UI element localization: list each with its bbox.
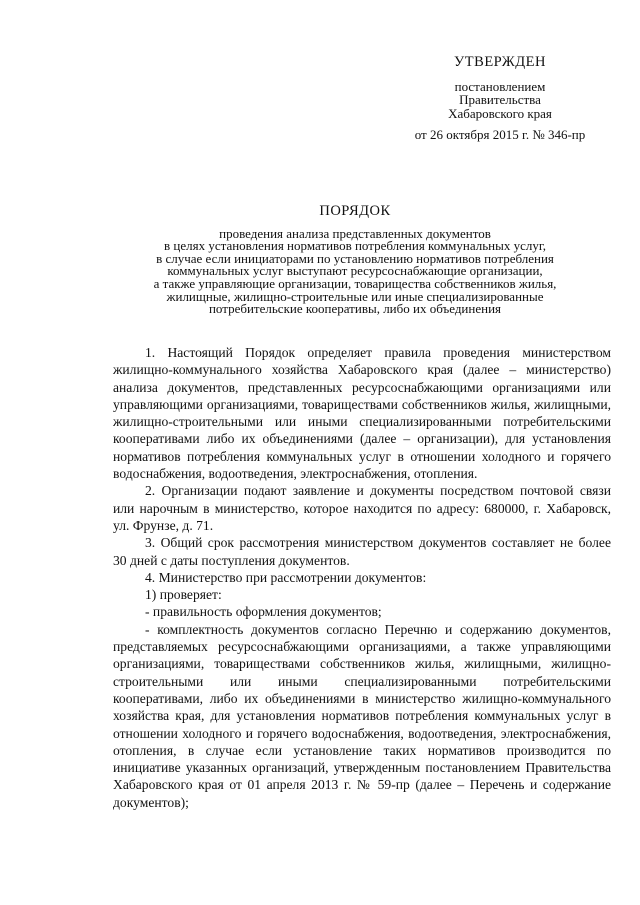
document-body xyxy=(113,344,611,811)
approved-heading: УТВЕРЖДЕН xyxy=(454,54,546,70)
approval-date: от 26 октября 2015 г. № 346-пр xyxy=(414,127,586,142)
title-line: коммунальных услуг выступают ресурсоснабжающие организации, xyxy=(167,263,543,279)
title-line: потребительские кооперативы, либо их объединения xyxy=(208,301,502,317)
title-line: проведения анализа представленных документов xyxy=(219,225,491,241)
approval-line: постановлением xyxy=(454,78,546,94)
title-line: в случае если инициаторами по установлению нормативов потребления xyxy=(156,250,554,266)
title-line: а также управляющие организации, товарищества собственников жилья, xyxy=(153,275,557,291)
paragraph-4: 4. Министерство при рассмотрении документов: xyxy=(145,569,427,585)
title-line: в целях установления нормативов потребления коммунальных услуг, xyxy=(164,238,546,254)
paragraph-1: 1. Настоящий Порядок определяет правила проведения министерством жилищно-коммунального хозяйства Хабаровского края (далее – министерство) анализа документов, представленных ресурсоснабжающими организациями или управляющими организациями, товариществами собственников жилья, жилищными, жилищно-строительными или иными специализированными потребительскими кооперативами либо их объединениями (далее – организации), для установления нормативов потребления коммунальных услуг в отношении холодного и горячего водоснабжения, водоотведения, электроснабжения, отопления. xyxy=(113,345,611,482)
subitem-1: 1) проверяет: xyxy=(145,587,222,603)
document-heading: ПОРЯДОК xyxy=(319,203,391,219)
approval-line: Правительства xyxy=(459,92,541,107)
approval-line: Хабаровского края xyxy=(448,105,552,121)
list-item: - правильность оформления документов; xyxy=(145,604,382,620)
paragraph-3: 3. Общий срок рассмотрения министерством документов составляет не более 30 дней с даты поступления документов. xyxy=(113,535,611,568)
approval-stamp xyxy=(380,56,620,142)
paragraph-2: 2. Организации подают заявление и документы посредством почтовой связи или нарочным в министерство, которое находится по адресу: 680000, г. Хабаровск, ул. Фрунзе, д. 71. xyxy=(113,483,611,533)
document-title xyxy=(95,205,615,316)
list-item: - комплектность документов согласно Перечню и содержанию документов, представляемых ресурсоснабжающими организациями, а также управляющими организациями, товариществами собственников жилья, жилищными, жилищно-строительными или иными специализированными потребительскими кооперативами, либо их объединениями в министерство жилищно-коммунального хозяйства края, для установления нормативов потребления коммунальных услуг в отношении холодного и горячего водоснабжения, водоотведения, электроснабжения, отопления, в случае если установление таких нормативов производится по инициативе указанных организаций, утвержденным постановлением Правительства Хабаровского края от 01 апреля 2013 г. № 59-пр (далее – Перечень и содержание документов); xyxy=(113,621,611,810)
title-line: жилищные, жилищно-строительные или иные специализированные xyxy=(166,288,544,304)
